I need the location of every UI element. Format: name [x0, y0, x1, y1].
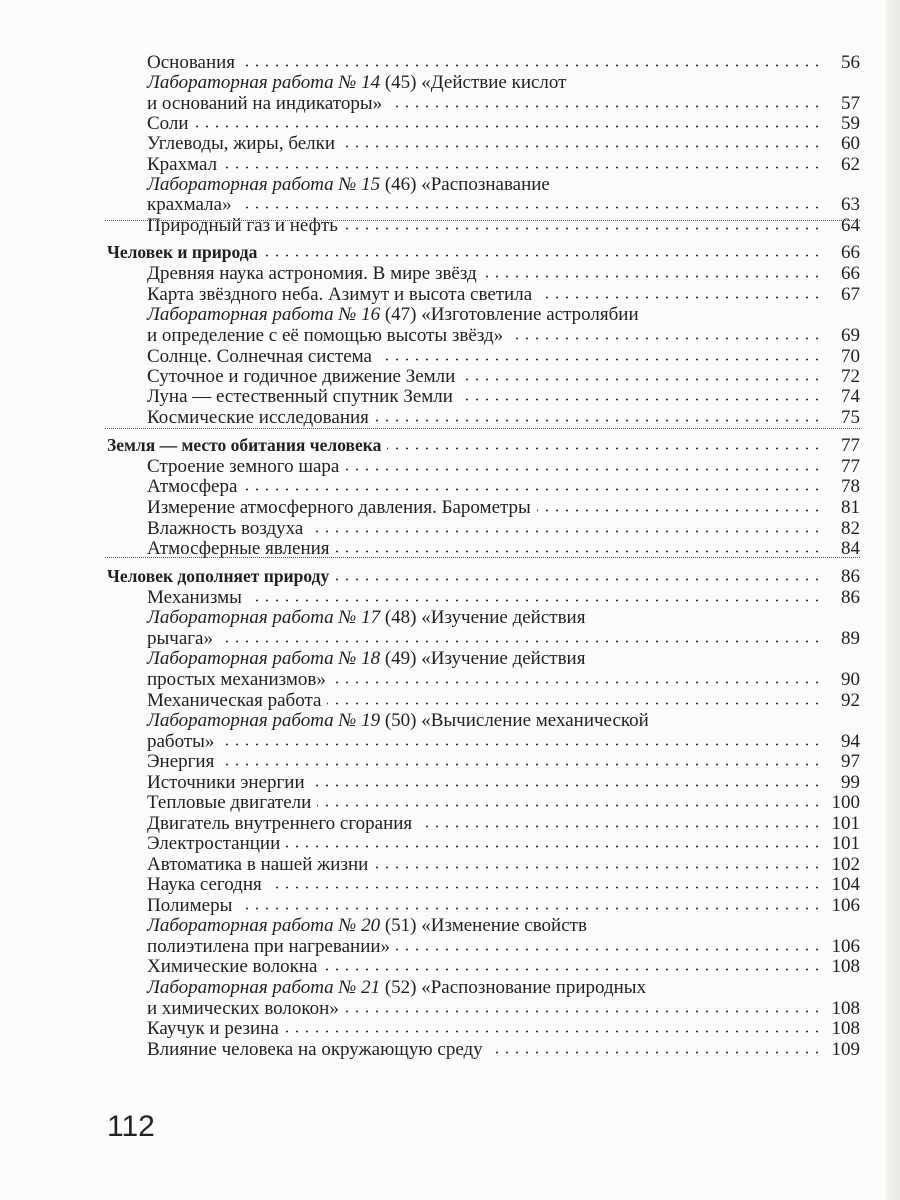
toc-entry	[0, 93, 900, 114]
toc-page-number: 109	[831, 1039, 860, 1060]
toc-leader-dots	[374, 866, 822, 869]
toc-entry	[0, 833, 900, 854]
toc-entry	[0, 538, 900, 559]
toc-entry	[0, 497, 900, 518]
toc-entry	[0, 854, 900, 875]
toc-page-number: 86	[841, 587, 860, 608]
toc-entry-label: Химические волокна	[147, 956, 318, 977]
toc-entry-label: Космические исследования	[147, 407, 369, 428]
toc-entry-label: Лабораторная работа № 19 (50) «Вычисление механической	[147, 710, 649, 731]
toc-entry	[0, 813, 900, 834]
toc-section-heading	[0, 435, 900, 456]
toc-page-number: 106	[831, 936, 860, 957]
toc-page-number: 66	[841, 242, 860, 263]
toc-leader-dots	[219, 640, 822, 643]
toc-entry-label: рычага»	[147, 628, 213, 649]
toc-page-number: 92	[841, 690, 860, 711]
toc-entry-label: работы»	[147, 731, 215, 752]
toc-leader-dots	[220, 743, 822, 746]
toc-entry	[0, 772, 900, 793]
toc-entry-label: Древняя наука астрономия. В мире звёзд	[147, 263, 477, 284]
toc-leader-dots	[223, 166, 822, 169]
toc-entry	[0, 956, 900, 977]
toc-page-number: 94	[841, 731, 860, 752]
page-edge-shadow	[886, 0, 900, 1200]
toc-page-number: 104	[831, 874, 860, 895]
toc-leader-dots	[375, 419, 822, 422]
toc-leader-dots	[538, 296, 822, 299]
toc-entry-label: Электростанции	[147, 833, 281, 854]
page-number: 112	[107, 1110, 155, 1143]
toc-entry	[0, 366, 900, 387]
toc-page-number: 106	[831, 895, 860, 916]
toc-page-number: 89	[841, 628, 860, 649]
toc-entry-label: Карта звёздного неба. Азимут и высота светила	[147, 284, 533, 305]
section-separator	[105, 220, 860, 221]
toc-entry-label: полиэтилена при нагревании»	[147, 936, 391, 957]
toc-entry-label: Природный газ и нефть	[147, 215, 338, 236]
toc-page-number: 62	[841, 154, 860, 175]
toc-entry-label: крахмала»	[147, 194, 232, 215]
toc-entry	[0, 407, 900, 428]
toc-page-number: 59	[841, 113, 860, 134]
toc-entry	[0, 751, 900, 772]
toc-entry	[0, 587, 900, 608]
toc-entry-label: Источники энергии	[147, 772, 305, 793]
toc-entry	[0, 607, 900, 628]
toc-page-number: 60	[841, 133, 860, 154]
toc-leader-dots	[341, 145, 822, 148]
toc-entry-label: Луна — естественный спутник Земли	[147, 386, 453, 407]
toc-leader-dots	[388, 105, 822, 108]
toc-entry	[0, 456, 900, 477]
toc-leader-dots	[459, 398, 822, 401]
toc-entry-label: Лабораторная работа № 15 (46) «Распознавание	[147, 174, 550, 195]
toc-entry	[0, 710, 900, 731]
toc-entry-label: Углеводы, жиры, белки	[147, 133, 336, 154]
section-separator	[105, 557, 860, 558]
toc-entry	[0, 690, 900, 711]
toc-entry-label: Атмосферные явления	[147, 538, 330, 559]
toc-leader-dots	[335, 578, 822, 581]
toc-entry	[0, 977, 900, 998]
toc-leader-dots	[387, 447, 822, 450]
toc-page-number: 67	[841, 284, 860, 305]
toc-page-number: 64	[841, 215, 860, 236]
toc-leader-dots	[286, 845, 822, 848]
toc-entry	[0, 998, 900, 1019]
toc-entry-label: Строение земного шара	[147, 456, 340, 477]
toc-entry-label: Суточное и годичное движение Земли	[147, 366, 456, 387]
toc-leader-dots	[344, 227, 822, 230]
toc-page-number: 82	[841, 518, 860, 539]
toc-entry	[0, 386, 900, 407]
toc-entry-label: Лабораторная работа № 18 (49) «Изучение действия	[147, 648, 586, 669]
toc-leader-dots	[311, 784, 822, 787]
toc-entry	[0, 915, 900, 936]
toc-entry	[0, 325, 900, 346]
toc-entry-label: Человек и природа	[107, 242, 258, 262]
toc-leader-dots	[418, 825, 822, 828]
toc-entry	[0, 304, 900, 325]
toc-page-number: 74	[841, 386, 860, 407]
toc-page-number: 81	[841, 497, 860, 518]
toc-section-heading	[0, 242, 900, 263]
toc-leader-dots	[336, 550, 822, 553]
toc-page-number: 72	[841, 366, 860, 387]
toc-leader-dots	[220, 763, 822, 766]
toc-entry	[0, 669, 900, 690]
toc-entry	[0, 476, 900, 497]
toc-entry	[0, 936, 900, 957]
toc-entry-label: и химических волокон»	[147, 998, 339, 1019]
toc-leader-dots	[509, 337, 822, 340]
toc-leader-dots	[238, 206, 822, 209]
toc-entry-label: Двигатель внутреннего сгорания	[147, 813, 413, 834]
toc-page-number: 69	[841, 325, 860, 346]
toc-entry	[0, 284, 900, 305]
toc-page-number: 78	[841, 476, 860, 497]
toc-page-number: 97	[841, 751, 860, 772]
toc-leader-dots	[285, 1030, 822, 1033]
toc-entry-label: и определение с её помощью высоты звёзд»	[147, 325, 504, 346]
toc-leader-dots	[263, 254, 822, 257]
toc-entry-label: Автоматика в нашей жизни	[147, 854, 369, 875]
toc-entry	[0, 518, 900, 539]
toc-entry	[0, 113, 900, 134]
toc-entry	[0, 731, 900, 752]
toc-entry	[0, 263, 900, 284]
toc-page-number: 108	[831, 956, 860, 977]
toc-leader-dots	[327, 702, 822, 705]
toc-leader-dots	[345, 1010, 822, 1013]
toc-entry-label: Энергия	[147, 751, 215, 772]
toc-section-heading	[0, 566, 900, 587]
toc-entry-label: Измерение атмосферного давления. Барометры	[147, 497, 531, 518]
toc-page-number: 66	[841, 263, 860, 284]
toc-leader-dots	[243, 488, 822, 491]
toc-leader-dots	[323, 968, 822, 971]
toc-leader-dots	[241, 64, 822, 67]
toc-leader-dots	[489, 1051, 822, 1054]
toc-page-number: 86	[841, 566, 860, 587]
toc-entry-label: Лабораторная работа № 16 (47) «Изготовление астролябии	[147, 304, 639, 325]
toc-leader-dots	[345, 468, 822, 471]
toc-page-number: 75	[841, 407, 860, 428]
toc-entry-label: Влияние человека на окружающую среду	[147, 1039, 483, 1060]
toc-entry-label: Каучук и резина	[147, 1018, 279, 1039]
toc-page-number: 63	[841, 194, 860, 215]
toc-page-number: 99	[841, 772, 860, 793]
toc-page-number: 100	[831, 792, 860, 813]
toc-entry-label: и оснований на индикаторы»	[147, 93, 383, 114]
toc-entry	[0, 174, 900, 195]
toc-page-number: 56	[841, 52, 860, 73]
toc-entry	[0, 72, 900, 93]
toc-entry-label: Земля — место обитания человека	[107, 435, 382, 455]
toc-entry	[0, 194, 900, 215]
toc-entry-label: Лабораторная работа № 20 (51) «Изменение свойств	[147, 915, 587, 936]
toc-entry-label: Соли	[147, 113, 189, 134]
toc-entry-label: Полимеры	[147, 895, 233, 916]
toc-page-number: 102	[831, 854, 860, 875]
toc-entry	[0, 154, 900, 175]
toc-page-number: 77	[841, 456, 860, 477]
toc-page-number: 108	[831, 998, 860, 1019]
toc-page-number: 84	[841, 538, 860, 559]
toc-entry-label: Человек дополняет природу	[107, 566, 330, 586]
toc-leader-dots	[396, 948, 822, 951]
toc-leader-dots	[268, 886, 822, 889]
toc-leader-dots	[248, 599, 822, 602]
toc-entry	[0, 346, 900, 367]
toc-entry	[0, 792, 900, 813]
toc-entry-label: Наука сегодня	[147, 874, 262, 895]
section-separator	[105, 428, 860, 429]
toc-entry	[0, 895, 900, 916]
toc-entry-label: Лабораторная работа № 17 (48) «Изучение действия	[147, 607, 586, 628]
toc-entry-label: Основания	[147, 52, 236, 73]
toc-entry	[0, 874, 900, 895]
toc-entry-label: Механизмы	[147, 587, 242, 608]
toc-entry	[0, 1018, 900, 1039]
toc-leader-dots	[238, 907, 822, 910]
toc-leader-dots	[378, 358, 822, 361]
toc-leader-dots	[332, 681, 822, 684]
toc-leader-dots	[317, 804, 822, 807]
toc-page-number: 101	[831, 813, 860, 834]
toc-leader-dots	[461, 378, 822, 381]
toc-entry	[0, 648, 900, 669]
toc-page-number: 70	[841, 346, 860, 367]
toc-leader-dots	[309, 530, 822, 533]
toc-entry-label: Солнце. Солнечная система	[147, 346, 372, 367]
toc-entry	[0, 133, 900, 154]
toc-entry-label: простых механизмов»	[147, 669, 326, 690]
toc-page-number: 108	[831, 1018, 860, 1039]
toc-entry	[0, 215, 900, 236]
toc-leader-dots	[537, 509, 822, 512]
toc-entry	[0, 628, 900, 649]
toc-entry-label: Влажность воздуха	[147, 518, 304, 539]
toc-entry-label: Лабораторная работа № 21 (52) «Распознование природных	[147, 977, 647, 998]
toc-page-number: 77	[841, 435, 860, 456]
toc-page-number: 57	[841, 93, 860, 114]
toc-entry-label: Механическая работа	[147, 690, 322, 711]
toc-entry	[0, 52, 900, 73]
toc-entry-label: Крахмал	[147, 154, 218, 175]
toc-entry-label: Лабораторная работа № 14 (45) «Действие кислот	[147, 72, 567, 93]
toc-entry-label: Атмосфера	[147, 476, 238, 497]
toc-entry	[0, 1039, 900, 1060]
toc-leader-dots	[195, 125, 822, 128]
toc-leader-dots	[483, 275, 822, 278]
toc-page-number: 90	[841, 669, 860, 690]
toc-entry-label: Тепловые двигатели	[147, 792, 312, 813]
toc-page-number: 101	[831, 833, 860, 854]
